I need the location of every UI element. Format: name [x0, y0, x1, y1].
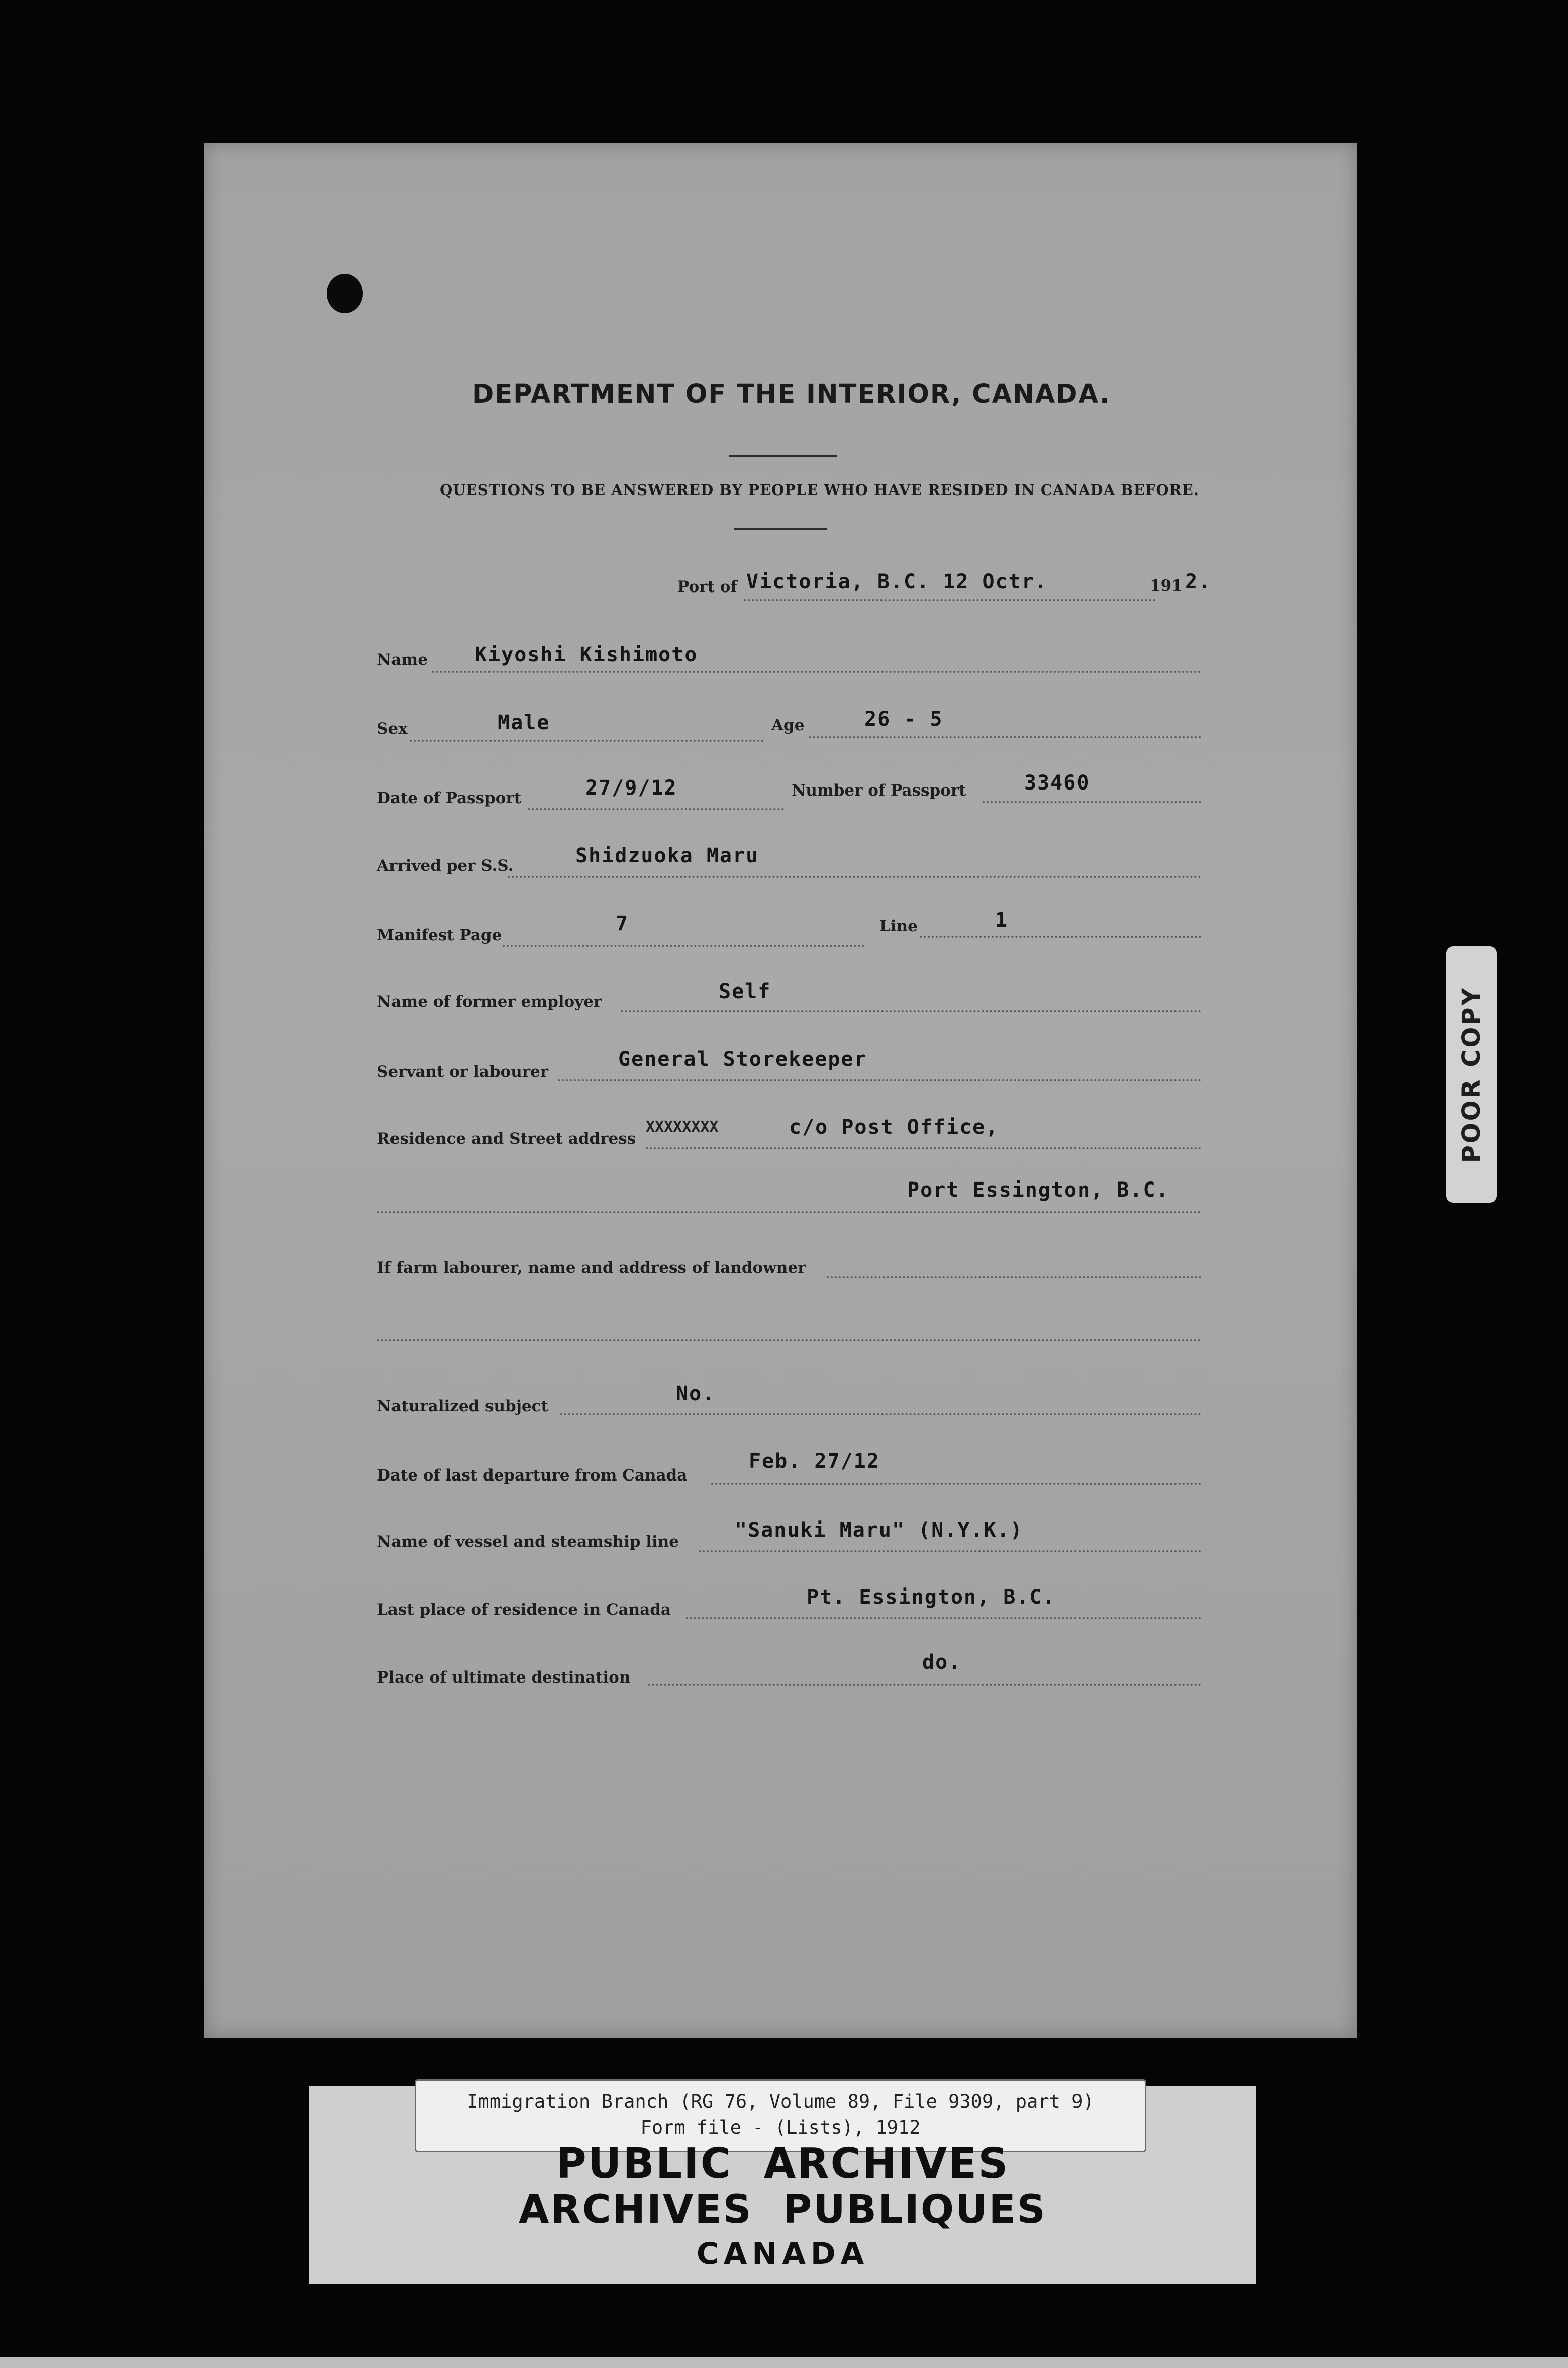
name-label: Name: [377, 651, 428, 669]
port-label: Port of: [677, 578, 737, 596]
former-employer-label: Name of former employer: [377, 993, 602, 1011]
vessel-label: Name of vessel and steamship line: [377, 1533, 679, 1551]
manifest-page-label: Manifest Page: [377, 926, 502, 944]
residence-value-2: Port Essington, B.C.: [907, 1178, 1169, 1202]
last-departure-line: [711, 1483, 1201, 1485]
servant-label: Servant or labourer: [377, 1063, 549, 1081]
last-residence-line: [686, 1617, 1201, 1619]
year-prefix: 191: [1150, 577, 1183, 595]
date-passport-value: 27/9/12: [585, 776, 677, 800]
year-suffix: 2.: [1185, 570, 1212, 594]
poor-copy-text: POOR COPY: [1457, 985, 1486, 1163]
port-value: Victoria, B.C. 12 Octr.: [746, 570, 1048, 594]
date-passport-label: Date of Passport: [377, 789, 522, 807]
former-employer-value: Self: [719, 980, 771, 1003]
manifest-page-value: 7: [616, 912, 629, 935]
form-document: [204, 143, 1357, 2038]
port-line: [744, 599, 1156, 601]
form-heading: DEPARTMENT OF THE INTERIOR, CANADA.: [472, 379, 1111, 409]
manifest-page-line: [503, 945, 864, 947]
number-passport-line: [983, 801, 1201, 803]
destination-label: Place of ultimate destination: [377, 1668, 631, 1687]
naturalized-line: [560, 1413, 1201, 1415]
heading-rule-top: [729, 455, 837, 457]
name-line: [432, 671, 1201, 673]
last-departure-label: Date of last departure from Canada: [377, 1466, 688, 1485]
last-departure-value: Feb. 27/12: [749, 1450, 880, 1473]
line-label: Line: [879, 917, 918, 935]
naturalized-value: No.: [676, 1382, 716, 1405]
residence-line: [646, 1147, 1201, 1149]
sex-value: Male: [498, 711, 550, 734]
residence-label: Residence and Street address: [377, 1130, 636, 1148]
film-edge: [0, 2357, 1568, 2368]
last-residence-label: Last place of residence in Canada: [377, 1601, 671, 1619]
archive-title-line-1: PUBLIC ARCHIVES: [556, 2140, 1010, 2188]
servant-value: General Storekeeper: [618, 1048, 867, 1071]
destination-value: do.: [922, 1651, 962, 1674]
line-value: 1: [995, 909, 1009, 932]
vessel-value: "Sanuki Maru" (N.Y.K.): [735, 1519, 1023, 1542]
arrived-line: [508, 876, 1201, 878]
archive-reference-line-2: Form file - (Lists), 1912: [640, 2117, 921, 2138]
form-subheading: QUESTIONS TO BE ANSWERED BY PEOPLE WHO HAVE RESIDED IN CANADA BEFORE.: [440, 481, 1199, 499]
vessel-line: [699, 1550, 1201, 1552]
poor-copy-stamp: [1446, 946, 1497, 1203]
sex-line: [410, 740, 764, 742]
arrived-label: Arrived per S.S.: [377, 857, 514, 875]
last-residence-value: Pt. Essington, B.C.: [807, 1586, 1056, 1609]
age-label: Age: [771, 716, 805, 734]
line-line: [920, 936, 1201, 938]
residence-struck-text: XXXXXXXX: [646, 1118, 719, 1136]
farm-line: [827, 1276, 1201, 1278]
residence-value: c/o Post Office,: [789, 1116, 999, 1139]
servant-line: [558, 1079, 1201, 1081]
farm-line-2: [377, 1339, 1201, 1341]
former-employer-line: [621, 1010, 1201, 1012]
archive-reference-line-1: Immigration Branch (RG 76, Volume 89, File 9309, part 9): [467, 2091, 1094, 2112]
farm-label: If farm labourer, name and address of landowner: [377, 1259, 806, 1277]
archive-title-line-2: ARCHIVES PUBLIQUES: [519, 2187, 1047, 2232]
archive-title-line-3: CANADA: [696, 2236, 869, 2272]
punch-hole: [327, 274, 363, 313]
sex-label: Sex: [377, 720, 408, 738]
number-passport-value: 33460: [1024, 771, 1090, 795]
heading-rule-bottom: [734, 528, 827, 530]
number-passport-label: Number of Passport: [792, 781, 966, 800]
destination-line: [648, 1684, 1201, 1686]
age-value: 26 - 5: [864, 708, 943, 731]
naturalized-label: Naturalized subject: [377, 1397, 548, 1415]
arrived-value: Shidzuoka Maru: [575, 844, 759, 867]
date-passport-line: [528, 808, 784, 810]
age-line: [809, 736, 1201, 738]
residence-line-2: [377, 1211, 1201, 1213]
name-value: Kiyoshi Kishimoto: [475, 643, 698, 666]
